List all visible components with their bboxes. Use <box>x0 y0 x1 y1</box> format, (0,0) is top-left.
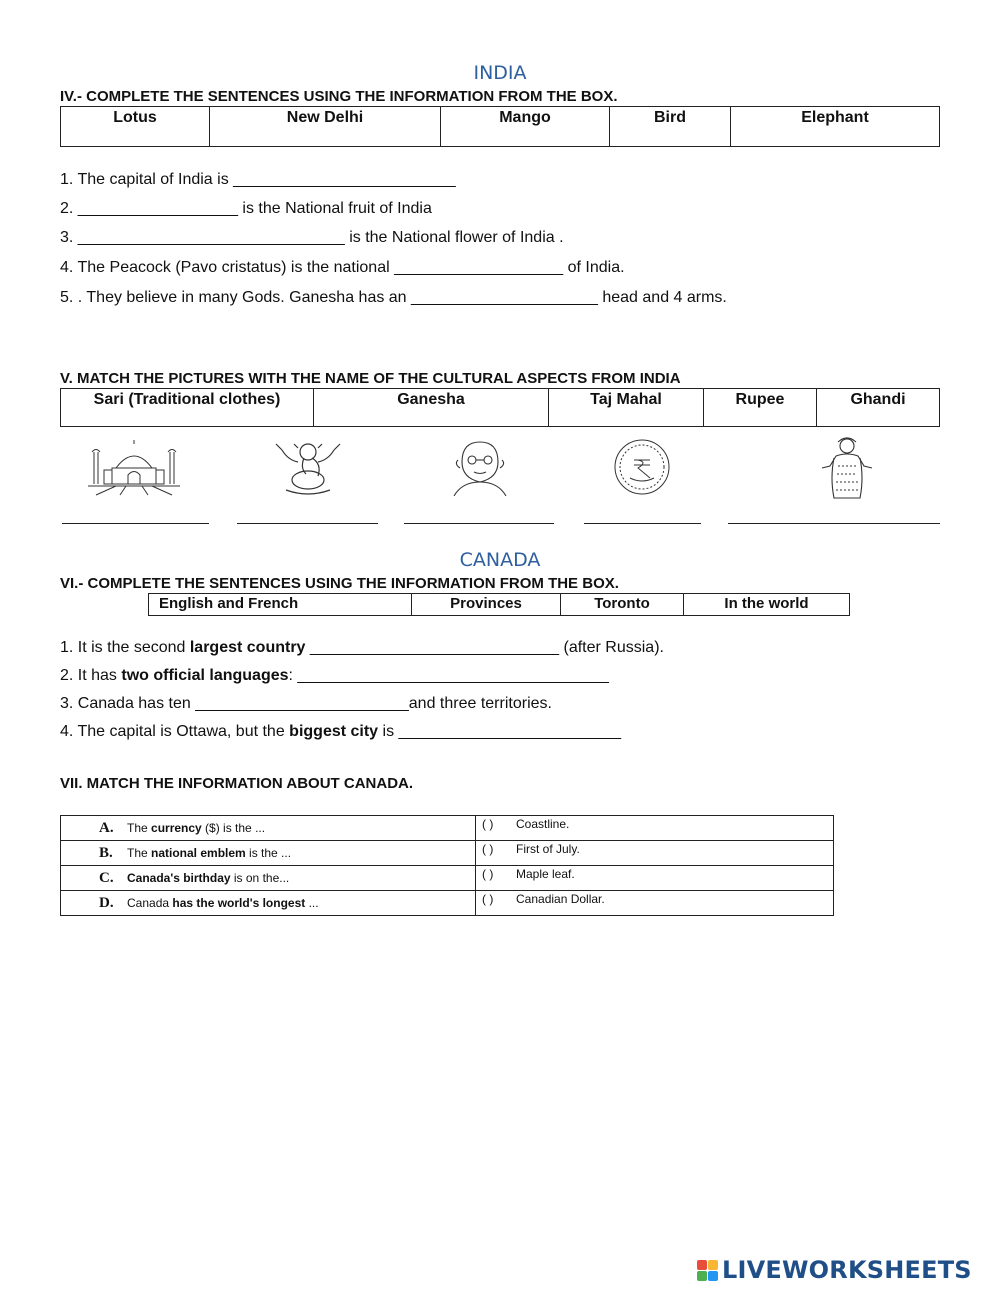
ganesha-picture <box>268 438 348 496</box>
word-box-iv <box>60 106 940 147</box>
word-box-item: Provinces <box>412 594 561 616</box>
picture-answer-line[interactable] <box>404 523 554 524</box>
table-row: C. Canada's birthday is on the... ( ) Maple leaf. <box>61 866 834 891</box>
word-box-item: English and French <box>149 594 412 616</box>
section-iv-heading: IV.- COMPLETE THE SENTENCES USING THE INFORMATION FROM THE BOX. <box>60 88 618 105</box>
india-sentence-2: 2. __________________ is the National fruit of India <box>60 200 432 217</box>
answer-blank[interactable]: ___________________ <box>394 259 564 276</box>
match-answer-slot[interactable]: ( ) <box>482 867 494 881</box>
answer-blank[interactable]: ____________________________ (after Russia). <box>305 639 664 656</box>
answer-blank[interactable]: : ___________________________________ <box>288 667 609 684</box>
word-box-vi <box>148 593 850 616</box>
canada-sentence-4: 4. The capital is Ottawa, but the biggest city is _________________________ <box>60 723 621 740</box>
section-v-heading: V. MATCH THE PICTURES WITH THE NAME OF THE CULTURAL ASPECTS FROM INDIA <box>60 370 681 387</box>
word-box-v <box>60 388 940 427</box>
row-letter: A. <box>99 819 114 836</box>
answer-blank[interactable]: _____________________ <box>411 289 598 306</box>
match-answer-slot[interactable]: ( ) <box>482 842 494 856</box>
liveworksheets-logo[interactable] <box>697 1255 972 1285</box>
canada-sentence-2: 2. It has two official languages: ___________________________________ <box>60 667 609 684</box>
word-box-item: Elephant <box>731 107 940 147</box>
canada-sentence-1: 1. It is the second largest country ____________________________ (after Russia). <box>60 639 664 656</box>
gandhi-picture <box>440 438 520 496</box>
picture-answer-line[interactable] <box>728 523 940 524</box>
word-box-item: Lotus <box>61 107 210 147</box>
word-box-item: Taj Mahal <box>549 389 704 427</box>
word-box-item: Bird <box>610 107 731 147</box>
table-row: D. Canada has the world's longest ... ( ) Canadian Dollar. <box>61 891 834 916</box>
india-sentence-3: 3. ______________________________ is the National flower of India . <box>60 229 564 246</box>
section-vii-heading: VII. MATCH THE INFORMATION ABOUT CANADA. <box>60 775 414 792</box>
word-box-item: Mango <box>441 107 610 147</box>
india-title: INDIA <box>473 62 527 84</box>
picture-answer-line[interactable] <box>62 523 209 524</box>
matching-table <box>60 815 834 916</box>
row-letter: B. <box>99 844 113 861</box>
answer-blank[interactable]: ________________________and three territories. <box>195 695 552 712</box>
word-box-item: Sari (Traditional clothes) <box>61 389 314 427</box>
word-box-item: Ghandi <box>817 389 940 427</box>
answer-blank[interactable]: is _________________________ <box>378 723 621 740</box>
india-sentence-1: 1. The capital of India is _________________________ <box>60 171 456 188</box>
word-box-item: In the world <box>684 594 850 616</box>
sari-picture <box>806 436 888 500</box>
match-answer-slot[interactable]: ( ) <box>482 892 494 906</box>
word-box-item: Rupee <box>704 389 817 427</box>
brand-text: LIVEWORKSHEETS <box>722 1256 972 1284</box>
canada-title: CANADA <box>459 549 541 571</box>
picture-answer-line[interactable] <box>584 523 701 524</box>
match-answer-slot[interactable]: ( ) <box>482 817 494 831</box>
word-box-item: Toronto <box>561 594 684 616</box>
answer-blank[interactable]: __________________ <box>77 200 238 217</box>
canada-sentence-3: 3. Canada has ten ________________________and three territories. <box>60 695 552 712</box>
india-sentence-4: 4. The Peacock (Pavo cristatus) is the national ___________________ of India. <box>60 259 625 276</box>
word-box-item: New Delhi <box>210 107 441 147</box>
india-sentence-5: 5. . They believe in many Gods. Ganesha has an _____________________ head and 4 arms. <box>60 289 727 306</box>
table-row: B. The national emblem is the ... ( ) First of July. <box>61 841 834 866</box>
table-row: A. The currency ($) is the ... ( ) Coastline. <box>61 816 834 841</box>
answer-blank[interactable]: _________________________ <box>233 171 456 188</box>
row-letter: C. <box>99 869 114 886</box>
row-letter: D. <box>99 894 114 911</box>
section-vi-heading: VI.- COMPLETE THE SENTENCES USING THE INFORMATION FROM THE BOX. <box>60 575 619 592</box>
taj-mahal-picture <box>86 438 182 496</box>
rupee-picture <box>610 438 674 496</box>
answer-blank[interactable]: ______________________________ <box>77 229 345 246</box>
word-box-item: Ganesha <box>314 389 549 427</box>
picture-answer-line[interactable] <box>237 523 378 524</box>
liveworksheets-icon <box>697 1260 718 1281</box>
